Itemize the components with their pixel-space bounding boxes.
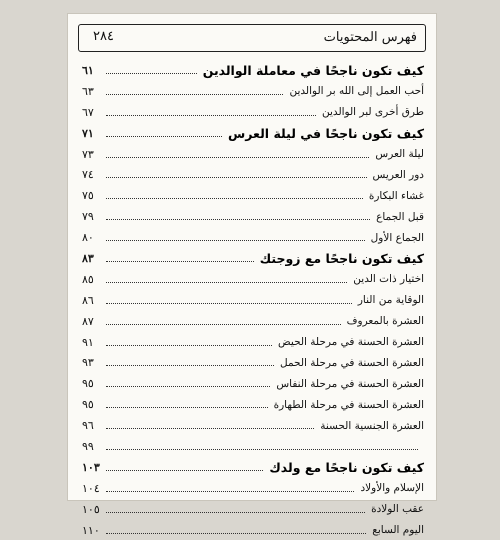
dot-leader [106,219,370,220]
entry-page-number: ٨٦ [82,293,94,307]
dot-leader [106,533,366,534]
toc-entry [82,499,424,520]
dot-leader [106,115,316,116]
toc-entry [82,144,424,165]
entry-page-number: ٧١ [82,126,94,140]
dot-leader [106,407,268,408]
document-page [68,14,436,537]
entry-title: أحب العمل إلى الله بر الوالدين [289,85,424,98]
entry-title: الإسلام والأولاد [360,482,424,495]
section-title: كيف تكون ناجحًا في ليلة العرس [228,125,424,141]
entry-page-number: ٩٥ [82,398,94,412]
entry-page-number: ٧٥ [82,189,94,203]
table-of-contents [82,60,424,540]
toc-entry [82,373,424,394]
dot-leader [106,177,367,178]
entry-title: اختيار ذات الدين [353,273,424,286]
toc-section-heading [82,123,424,144]
dot-leader [106,261,254,262]
section-title: كيف تكون ناجحًا مع ولدك [269,459,424,475]
entry-page-number: ١٠٥ [82,502,100,516]
entry-page-number: ٦٣ [82,84,94,98]
toc-entry [82,81,424,102]
toc-entry [82,164,424,185]
toc-section-heading [82,457,424,478]
entry-page-number: ٩٩ [82,439,94,453]
toc-entry [82,206,424,227]
toc-section-heading [82,60,424,81]
entry-title: قبل الجماع [376,210,424,223]
dot-leader [106,386,270,387]
entry-page-number: ٩٣ [82,356,94,370]
entry-page-number: ٩٦ [82,419,94,433]
toc-entry [82,352,424,373]
section-title: كيف تكون ناجحًا في معاملة الوالدين [202,62,424,78]
entry-page-number: ٧٩ [82,210,94,224]
entry-title: اليوم السابع [372,524,424,537]
entry-page-number: ٨٣ [82,251,94,265]
dot-leader [106,470,263,471]
dot-leader [106,345,272,346]
toc-entry [82,102,424,123]
dot-leader [106,303,352,304]
entry-page-number: ١١٠ [82,523,100,537]
entry-title: عقب الولادة [371,503,424,516]
toc-entry [82,520,424,540]
toc-entry [82,227,424,248]
dot-leader [106,512,365,513]
entry-title: الوقاية من النار [357,294,424,307]
entry-page-number: ٦٧ [82,105,94,119]
entry-page-number: ٧٣ [82,147,94,161]
entry-title: العشرة الحسنة في مرحلة النفاس [276,377,424,390]
dot-leader [106,136,222,137]
dot-leader [106,365,274,366]
entry-title: العشرة بالمعروف [346,315,424,328]
dot-leader [106,94,283,95]
toc-entry [82,185,424,206]
dot-leader [106,282,347,283]
section-title: كيف تكون ناجحًا مع زوجتك [259,250,424,266]
dot-leader [106,324,341,325]
toc-entry [82,290,424,311]
toc-entry [82,415,424,436]
toc-entry [82,436,424,457]
entry-page-number: ٨٧ [82,314,94,328]
entry-title: غشاء البكارة [368,189,424,202]
entry-page-number: ١٠٤ [82,481,100,495]
dot-leader [106,491,354,492]
page-header [78,24,426,52]
dot-leader [106,73,197,74]
dot-leader [106,198,363,199]
toc-section-heading [82,248,424,269]
entry-title: الجماع الأول [370,231,424,244]
entry-page-number: ٦١ [82,63,94,77]
entry-page-number: ٨٠ [82,231,94,245]
toc-entry [82,478,424,499]
entry-page-number: ٨٥ [82,272,94,286]
dot-leader [106,240,365,241]
dot-leader [106,428,314,429]
dot-leader [106,157,369,158]
toc-entry [82,394,424,415]
toc-entry [82,311,424,332]
entry-page-number: ٩١ [82,335,94,349]
entry-page-number: ٩٥ [82,377,94,391]
entry-title: العشرة الحسنة في مرحلة الطهارة [273,398,424,411]
entry-page-number: ٧٤ [82,168,94,182]
entry-title: العشرة الحسنة في مرحلة الحيض [278,336,424,349]
toc-entry [82,269,424,290]
page-number: ٢٨٤ [93,29,114,44]
entry-title: العشرة الجنسية الحسنة [320,419,424,432]
entry-title: العشرة الحسنة في مرحلة الحمل [280,356,424,369]
page-title: فهرس المحتويات [323,30,417,45]
entry-page-number: ١٠٣ [82,460,100,474]
dot-leader [106,449,418,450]
toc-entry [82,332,424,353]
entry-title: ليلة العرس [375,148,424,160]
entry-title: طرق أخرى لبر الوالدين [322,106,424,119]
entry-title: دور العريس [372,168,424,181]
